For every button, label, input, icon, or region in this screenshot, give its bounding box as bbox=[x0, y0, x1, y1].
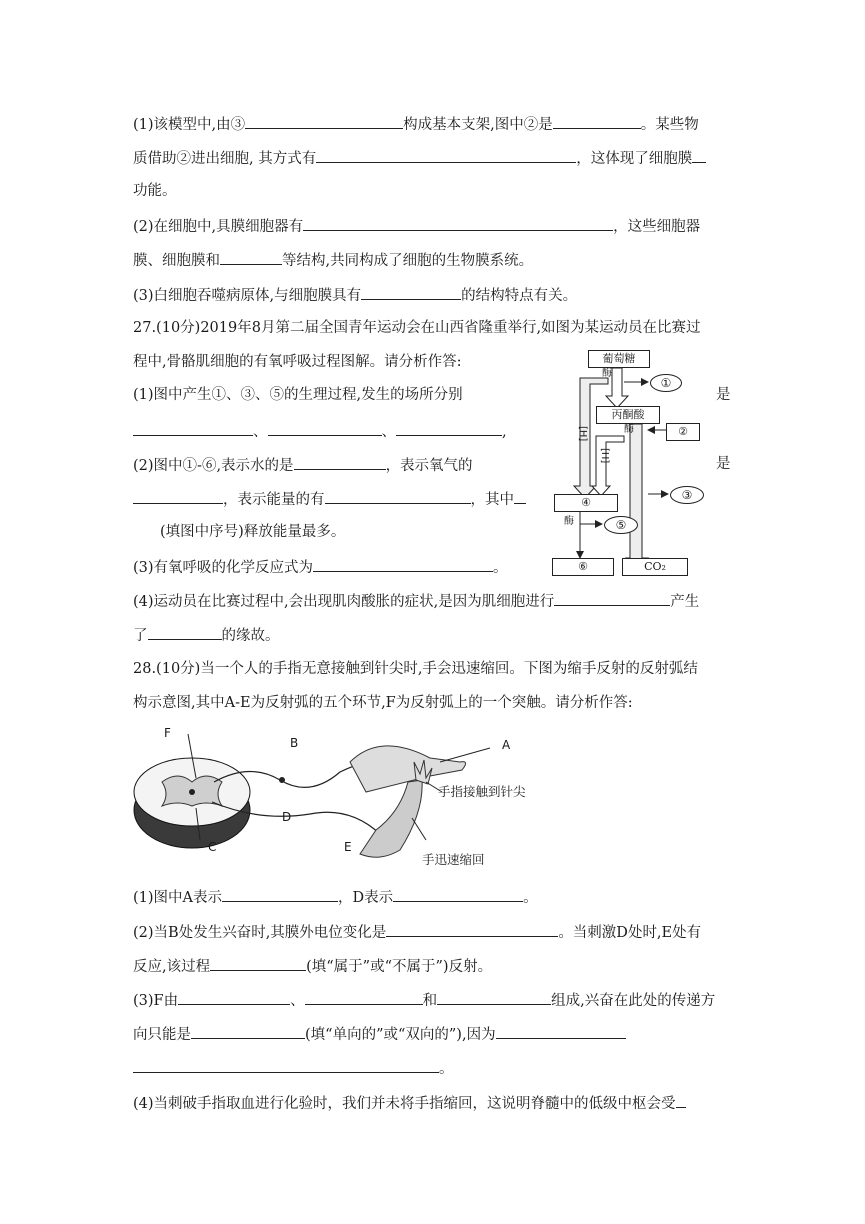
respiration-diagram bbox=[550, 348, 710, 580]
label-D: D bbox=[282, 810, 292, 824]
answer-blank[interactable] bbox=[676, 1092, 686, 1108]
label-B: B bbox=[290, 736, 299, 750]
label-A: A bbox=[502, 738, 511, 752]
answer-blank[interactable] bbox=[294, 454, 386, 470]
answer-blank[interactable] bbox=[316, 147, 576, 163]
caption-touch-needle: 手指接触到针尖 bbox=[438, 784, 526, 799]
q27-sub2-line3: (填图中序号)释放能量最多。 bbox=[160, 524, 346, 540]
q26-line2: 质借助②进出细胞, 其方式有 ，这体现了细胞膜 bbox=[133, 147, 706, 169]
answer-blank[interactable] bbox=[268, 420, 382, 436]
q26-line6: (3)白细胞吞噬病原体,与细胞膜具有 的结构特点有关。 bbox=[133, 284, 577, 306]
q27-sub2-tail: 是 bbox=[716, 456, 731, 472]
oval-1: ① bbox=[650, 374, 682, 392]
answer-blank[interactable] bbox=[133, 1057, 439, 1073]
pyruvate-box: 丙酮酸 bbox=[596, 406, 660, 424]
answer-blank[interactable] bbox=[692, 147, 706, 163]
q27-stem-line1: 27.(10分)2019年8月第二届全国青年运动会在山西省隆重举行,如图为某运动员在比赛过 bbox=[133, 320, 701, 336]
reflex-arc-figure bbox=[130, 722, 550, 872]
answer-blank[interactable] bbox=[245, 113, 403, 129]
q27-stem-line2: 程中,骨骼肌细胞的有氧呼吸过程图解。请分析作答: bbox=[133, 354, 462, 370]
answer-blank[interactable] bbox=[514, 488, 526, 504]
answer-blank[interactable] bbox=[178, 989, 290, 1005]
q27-sub4: (4)运动员在比赛过程中,会出现肌肉酸胀的症状,是因为肌细胞进行 产生 bbox=[133, 590, 699, 612]
caption-retract: 手迅速缩回 bbox=[422, 852, 485, 867]
h-label-2: [H] bbox=[599, 448, 610, 464]
answer-blank[interactable] bbox=[554, 590, 670, 606]
box-6: ⑥ bbox=[552, 558, 614, 576]
q28-sub4: (4)当刺破手指取血进行化验时，我们并未将手指缩回，这说明脊髓中的低级中枢会受 bbox=[133, 1092, 686, 1114]
enzyme-label-3: 酶 bbox=[564, 516, 574, 527]
answer-blank[interactable] bbox=[305, 989, 423, 1005]
box-2: ② bbox=[666, 423, 700, 441]
q27-sub4-line2: 了 的缘故。 bbox=[133, 624, 280, 646]
answer-blank[interactable] bbox=[496, 1023, 626, 1039]
respiration-arrows bbox=[550, 348, 710, 580]
answer-blank[interactable] bbox=[220, 249, 282, 265]
answer-blank[interactable] bbox=[325, 488, 471, 504]
label-F: F bbox=[164, 726, 171, 740]
q27-sub3: (3)有氧呼吸的化学反应式为 。 bbox=[133, 556, 508, 578]
enzyme-label-1: 酶 bbox=[602, 368, 612, 379]
q28-sub2: (2)当B处发生兴奋时,其膜外电位变化是 。当刺激D处时,E处有 bbox=[133, 921, 701, 943]
q28-sub3-line2: 向只能是 (填“单向的”或“双向的”),因为 bbox=[133, 1023, 626, 1045]
answer-blank[interactable] bbox=[303, 215, 613, 231]
q26-line4: (2)在细胞中,具膜细胞器有 ，这些细胞器 bbox=[133, 215, 700, 237]
h-label-1: [H] bbox=[577, 426, 588, 442]
q28-sub3: (3)F由 、 和 组成,兴奋在此处的传递方 bbox=[133, 989, 715, 1011]
enzyme-label-2: 酶 bbox=[624, 424, 634, 435]
answer-blank[interactable] bbox=[210, 955, 306, 971]
answer-blank[interactable] bbox=[148, 624, 222, 640]
answer-blank[interactable] bbox=[361, 284, 461, 300]
q27-sub1-tail: 是 bbox=[716, 387, 731, 403]
q27-sub2: (2)图中①-⑥,表示水的是 ，表示氧气的 bbox=[133, 454, 473, 476]
q26-line1: (1)该模型中,由③ 构成基本支架,图中②是 。某些物 bbox=[133, 113, 699, 135]
box-4: ④ bbox=[554, 494, 618, 512]
oval-3: ③ bbox=[670, 486, 704, 504]
answer-blank[interactable] bbox=[133, 420, 253, 436]
oval-5: ⑤ bbox=[604, 516, 638, 534]
q28-stem-line2: 构示意图,其中A-E为反射弧的五个环节,F为反射弧上的一个突触。请分析作答: bbox=[133, 695, 633, 711]
q28-sub3-line3: 。 bbox=[133, 1057, 454, 1079]
answer-blank[interactable] bbox=[133, 488, 223, 504]
answer-blank[interactable] bbox=[191, 1023, 305, 1039]
glucose-box: 葡萄糖 bbox=[588, 350, 650, 368]
q26-line5: 膜、细胞膜和 等结构,共同构成了细胞的生物膜系统。 bbox=[133, 249, 533, 271]
answer-blank[interactable] bbox=[393, 886, 523, 902]
answer-blank[interactable] bbox=[553, 113, 641, 129]
q26-line3: 功能。 bbox=[133, 183, 177, 199]
label-E: E bbox=[344, 840, 352, 854]
co2-box: CO₂ bbox=[622, 558, 688, 576]
label-C: C bbox=[208, 840, 217, 854]
q28-sub1: (1)图中A表示 ，D表示 。 bbox=[133, 886, 538, 908]
answer-blank[interactable] bbox=[222, 886, 338, 902]
q27-sub2-line2: ，表示能量的有 ，其中 bbox=[133, 488, 526, 510]
answer-blank[interactable] bbox=[437, 989, 551, 1005]
answer-blank[interactable] bbox=[386, 921, 558, 937]
q28-stem-line1: 28.(10分)当一个人的手指无意接触到针尖时,手会迅速缩回。下图为缩手反射的反射弧结 bbox=[133, 661, 698, 677]
answer-blank[interactable] bbox=[396, 420, 502, 436]
q28-sub2-line2: 反应,该过程 (填“属于”或“不属于”)反射。 bbox=[133, 955, 492, 977]
q27-sub1: (1)图中产生①、③、⑤的生理过程,发生的场所分别 bbox=[133, 387, 463, 403]
answer-blank[interactable] bbox=[313, 556, 493, 572]
q27-sub1-blanks: 、 、 , bbox=[133, 420, 507, 442]
